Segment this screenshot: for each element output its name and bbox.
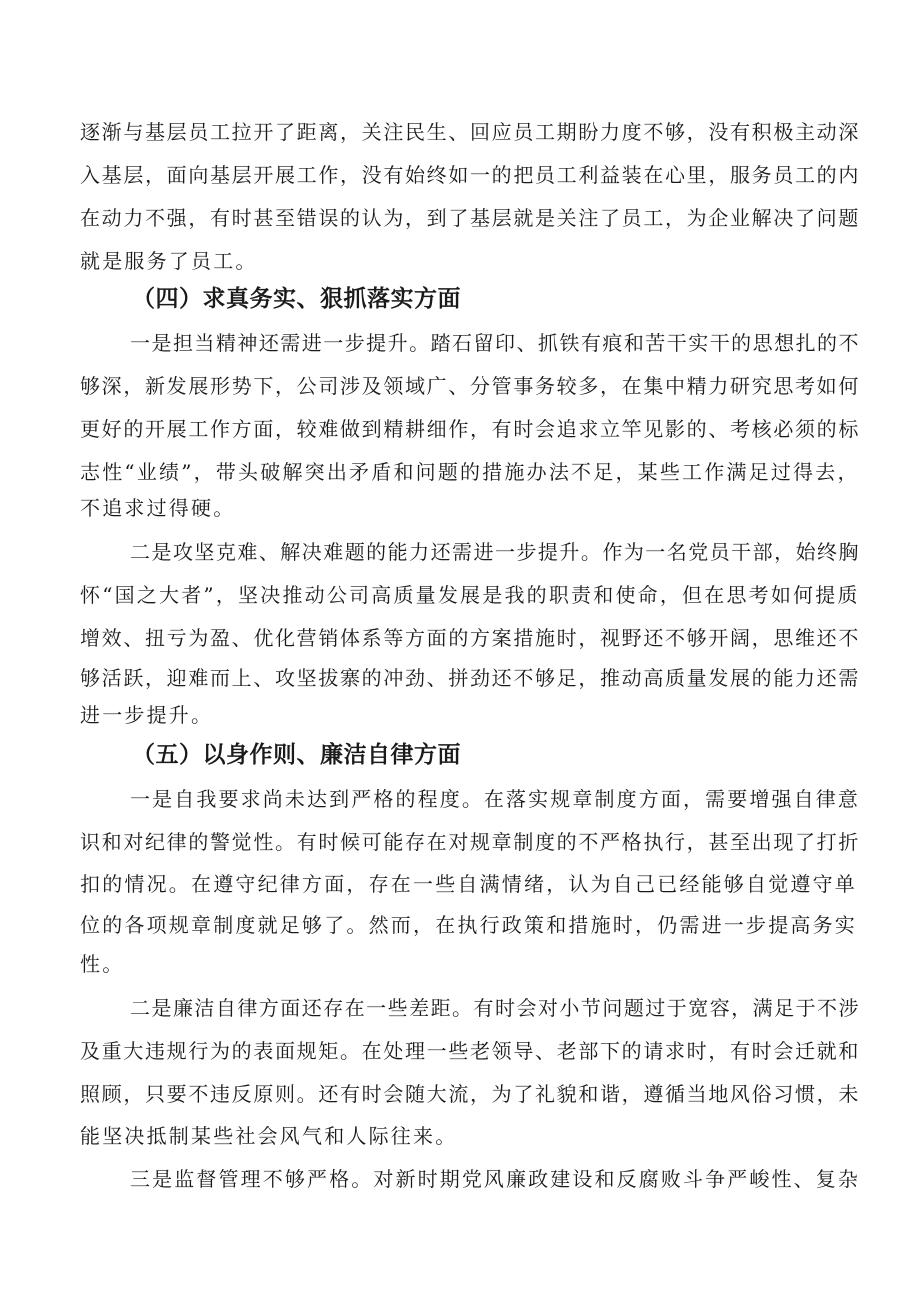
text-line: 能坚决抵制某些社会风气和人际往来。 [80,1124,458,1148]
text-line: 够深，新发展形势下，公司涉及领域广、分管事务较多，在集中精力研究思考如何 [80,374,860,398]
text-line: 识和对纪律的警觉性。有时候可能存在对规章制度的不严格执行，甚至出现了打折 [80,830,860,854]
text-line: 三是监督管理不够严格。对新时期党风廉政建设和反腐败斗争严峻性、复杂 [130,1167,860,1191]
text-line: 怀“国之大者”，坚决推动公司高质量发展是我的职责和使命，但在思考如何提质 [80,583,860,607]
text-line: 不追求过得硬。 [80,496,236,520]
text-line: 及重大违规行为的表面规矩。在处理一些老领导、老部下的请求时，有时会迁就和 [80,1039,860,1063]
text-line: 照顾，只要不违反原则。还有时会随大流，为了礼貌和谐，遵循当地风俗习惯，未 [80,1082,860,1106]
text-line: 增效、扭亏为盈、优化营销体系等方面的方案措施时，视野还不够开阔，思维还不 [80,626,860,650]
section-heading-5: （五）以身作则、廉洁自律方面 [132,742,461,768]
text-line: 逐渐与基层员工拉开了距离，关注民生、回应员工期盼力度不够，没有积极主动深 [80,120,860,144]
text-line: 志性“业绩”，带头破解突出矛盾和问题的措施办法不足，某些工作满足过得去， [80,460,860,484]
text-line: 二是廉洁自律方面还存在一些差距。有时会对小节问题过于宽容，满足于不涉 [130,996,860,1020]
text-line: 位的各项规章制度就足够了。然而，在执行政策和措施时，仍需进一步提高务实 [80,913,857,937]
text-line: 就是服务了员工。 [80,249,258,273]
text-line: 够活跃，迎难而上、攻坚拔寨的冲劲、拼劲还不够足，推动高质量发展的能力还需 [80,666,860,690]
text-line: 在动力不强，有时甚至错误的认为，到了基层就是关注了员工，为企业解决了问题 [80,206,860,230]
text-line: 进一步提升。 [80,703,214,727]
text-line: 一是担当精神还需进一步提升。踏石留印、抓铁有痕和苦干实干的思想扎的不 [130,331,860,355]
text-line: 一是自我要求尚未达到严格的程度。在落实规章制度方面，需要增强自律意 [130,787,860,811]
text-line: 入基层，面向基层开展工作，没有始终如一的把员工利益装在心里，服务员工的内 [80,163,860,187]
text-line: 扣的情况。在遵守纪律方面，存在一些自满情绪，认为自己已经能够自觉遵守单 [80,872,857,896]
text-line: 性。 [80,952,125,976]
text-line: 二是攻坚克难、解决难题的能力还需进一步提升。作为一名党员干部，始终胸 [130,540,860,564]
section-heading-4: （四）求真务实、狠抓落实方面 [132,286,461,312]
text-line: 更好的开展工作方面，较难做到精耕细作，有时会追求立竿见影的、考核必须的标 [80,417,860,441]
